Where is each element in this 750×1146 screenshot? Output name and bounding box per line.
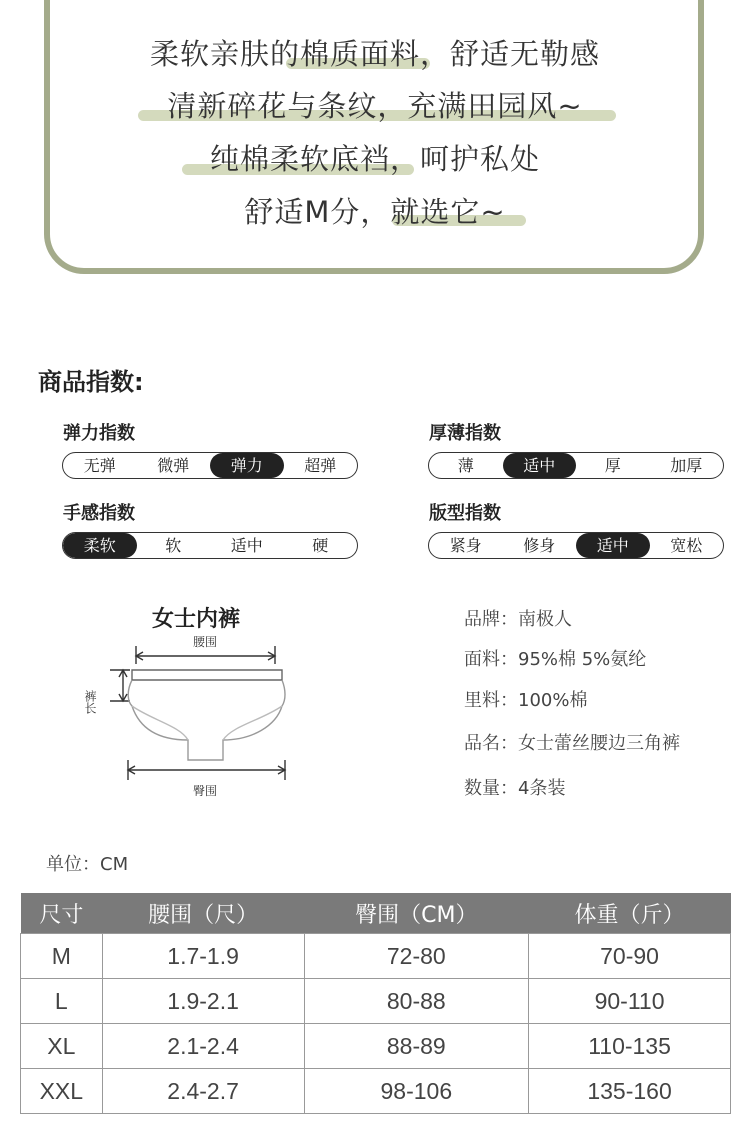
header-size: 尺寸 — [21, 893, 103, 934]
diagram-title: 女士内裤 — [152, 607, 241, 632]
thickness-option: 厚 — [604, 456, 621, 475]
intro-line: 清新碎花与条纹，充满田园风~ — [167, 89, 583, 123]
intro-line: 舒适M分，就选它~ — [244, 195, 506, 229]
thickness-option: 薄 — [457, 456, 474, 475]
table-cell: 110-135 — [529, 1024, 731, 1069]
table-cell: M — [21, 934, 103, 979]
table-row — [21, 1069, 731, 1114]
info-product-name: 品名：女士蕾丝腰边三角裤 — [464, 733, 680, 754]
table-cell: 98-106 — [304, 1069, 529, 1114]
elasticity-option: 超弹 — [304, 456, 337, 475]
fit-option: 修身 — [523, 536, 556, 555]
table-cell: 72-80 — [304, 934, 529, 979]
feel-option: 硬 — [312, 536, 329, 555]
table-cell: 2.1-2.4 — [102, 1024, 304, 1069]
thickness-label: 厚薄指数 — [429, 423, 501, 444]
table-cell: 2.4-2.7 — [102, 1069, 304, 1114]
info-fabric: 面料：95%棉 5%氨纶 — [464, 649, 647, 670]
hip-label: 臀围 — [192, 784, 218, 798]
fit-scale — [428, 532, 724, 559]
info-lining: 里料：100%棉 — [464, 690, 588, 711]
fit-option: 紧身 — [449, 536, 482, 555]
table-cell: 80-88 — [304, 979, 529, 1024]
thickness-scale — [428, 452, 724, 479]
elasticity-option: 微弹 — [157, 456, 190, 475]
table-header-row — [21, 893, 731, 934]
info-quantity: 数量：4条装 — [464, 778, 566, 799]
table-cell: 70-90 — [529, 934, 731, 979]
thickness-option: 加厚 — [670, 456, 703, 475]
table-row — [21, 979, 731, 1024]
header-weight: 体重（斤） — [529, 893, 731, 934]
table-cell: 1.9-2.1 — [102, 979, 304, 1024]
elasticity-label: 弹力指数 — [63, 423, 135, 444]
header-waist: 腰围（尺） — [102, 893, 304, 934]
waist-label: 腰围 — [192, 635, 218, 649]
intro-line: 柔软亲肤的棉质面料，舒适无勒感 — [149, 37, 600, 71]
fit-label: 版型指数 — [429, 503, 501, 524]
section-title: 商品指数: — [38, 368, 144, 396]
table-cell: L — [21, 979, 103, 1024]
table-row — [21, 1024, 731, 1069]
table-cell: XXL — [21, 1069, 103, 1114]
intro-line: 纯棉柔软底裆，呵护私处 — [209, 142, 540, 176]
info-brand: 品牌：南极人 — [464, 609, 572, 630]
elasticity-option: 弹力 — [210, 453, 284, 478]
table-cell: 90-110 — [529, 979, 731, 1024]
table-cell: 88-89 — [304, 1024, 529, 1069]
elasticity-scale — [62, 452, 358, 479]
fit-option: 宽松 — [670, 536, 703, 555]
length-label: 裤长 — [83, 690, 97, 714]
thickness-option: 适中 — [503, 453, 577, 478]
unit-label: 单位：CM — [46, 854, 129, 875]
table-cell: XL — [21, 1024, 103, 1069]
feel-option: 柔软 — [63, 533, 137, 558]
feel-label: 手感指数 — [63, 503, 135, 524]
header-hip: 臀围（CM） — [304, 893, 529, 934]
fit-option: 适中 — [576, 533, 650, 558]
table-cell: 135-160 — [529, 1069, 731, 1114]
feel-option: 软 — [165, 536, 182, 555]
feel-option: 适中 — [230, 536, 263, 555]
feel-scale — [62, 532, 358, 559]
table-cell: 1.7-1.9 — [102, 934, 304, 979]
size-table — [20, 893, 731, 1114]
elasticity-option: 无弹 — [83, 456, 116, 475]
panty-measurement-diagram — [80, 630, 310, 805]
table-row — [21, 934, 731, 979]
